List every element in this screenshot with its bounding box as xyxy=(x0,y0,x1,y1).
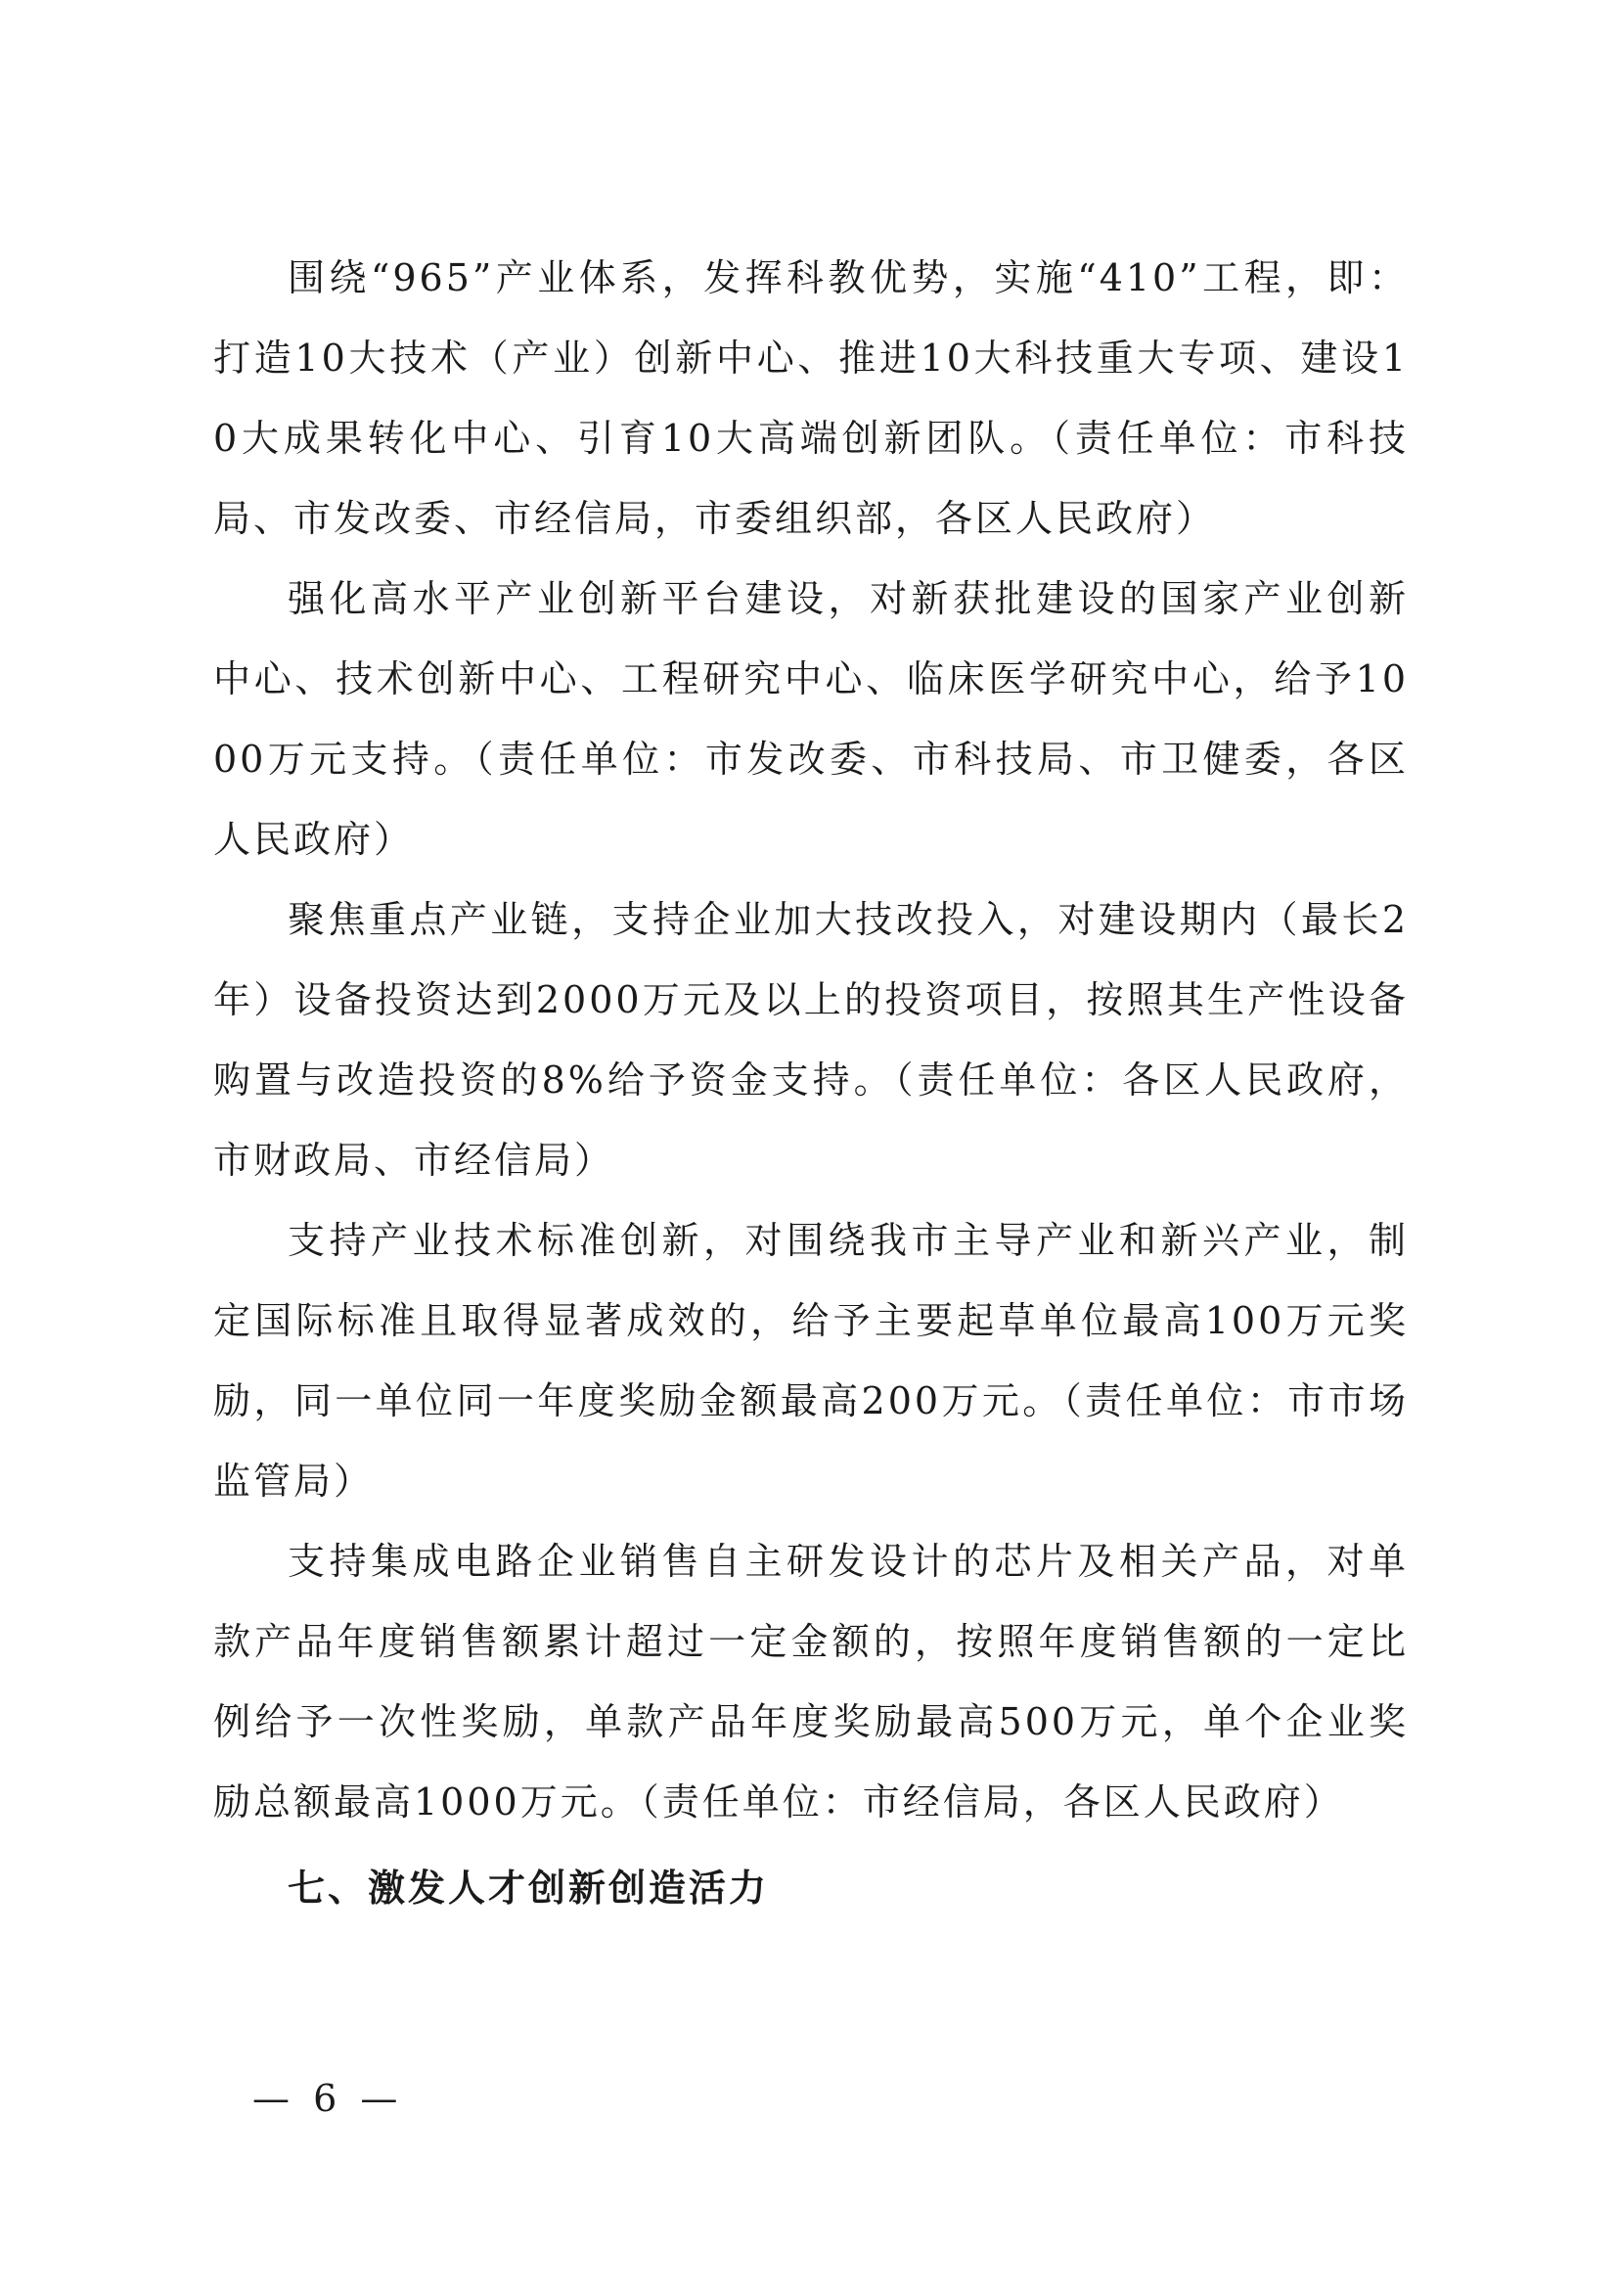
paragraph-innovation-platforms: 强化高水平产业创新平台建设，对新获批建设的国家产业创新中心、技术创新中心、工程研究中心、临床医学研究中心，给予1000万元支持。（责任单位：市发改委、市科技局、市卫健委，各区人民政府） xyxy=(213,577,1409,861)
paragraph-technical-standards: 支持产业技术标准创新，对围绕我市主导产业和新兴产业，制定国际标准且取得显著成效的，给予主要起草单位最高100万元奖励，同一单位同一年度奖励金额最高200万元。（责任单位：市市场监管局） xyxy=(213,1219,1409,1503)
section-heading: 七、激发人才创新创造活力 xyxy=(288,1867,770,1910)
paragraph-technical-upgrade: 聚焦重点产业链，支持企业加大技改投入，对建设期内（最长2年）设备投资达到2000万元及以上的投资项目，按照其生产性设备购置与改造投资的8%给予资金支持。（责任单位：各区人民政府，市财政局、市经信局） xyxy=(213,898,1409,1182)
document-body xyxy=(213,238,1409,1928)
paragraph-integrated-circuits: 支持集成电路企业销售自主研发设计的芯片及相关产品，对单款产品年度销售额累计超过一定金额的，按照年度销售额的一定比例给予一次性奖励，单款产品年度奖励最高500万元，单个企业奖励总额最高1000万元。（责任单位：市经信局，各区人民政府） xyxy=(213,1540,1409,1823)
page-number: — 6 — xyxy=(252,2077,404,2120)
paragraph-410-project: 围绕“965”产业体系，发挥科教优势，实施“410”工程，即：打造10大技术（产业）创新中心、推进10大科技重大专项、建设10大成果转化中心、引育10大高端创新团队。（责任单位：市科技局、市发改委、市经信局，市委组织部，各区人民政府） xyxy=(213,256,1409,540)
